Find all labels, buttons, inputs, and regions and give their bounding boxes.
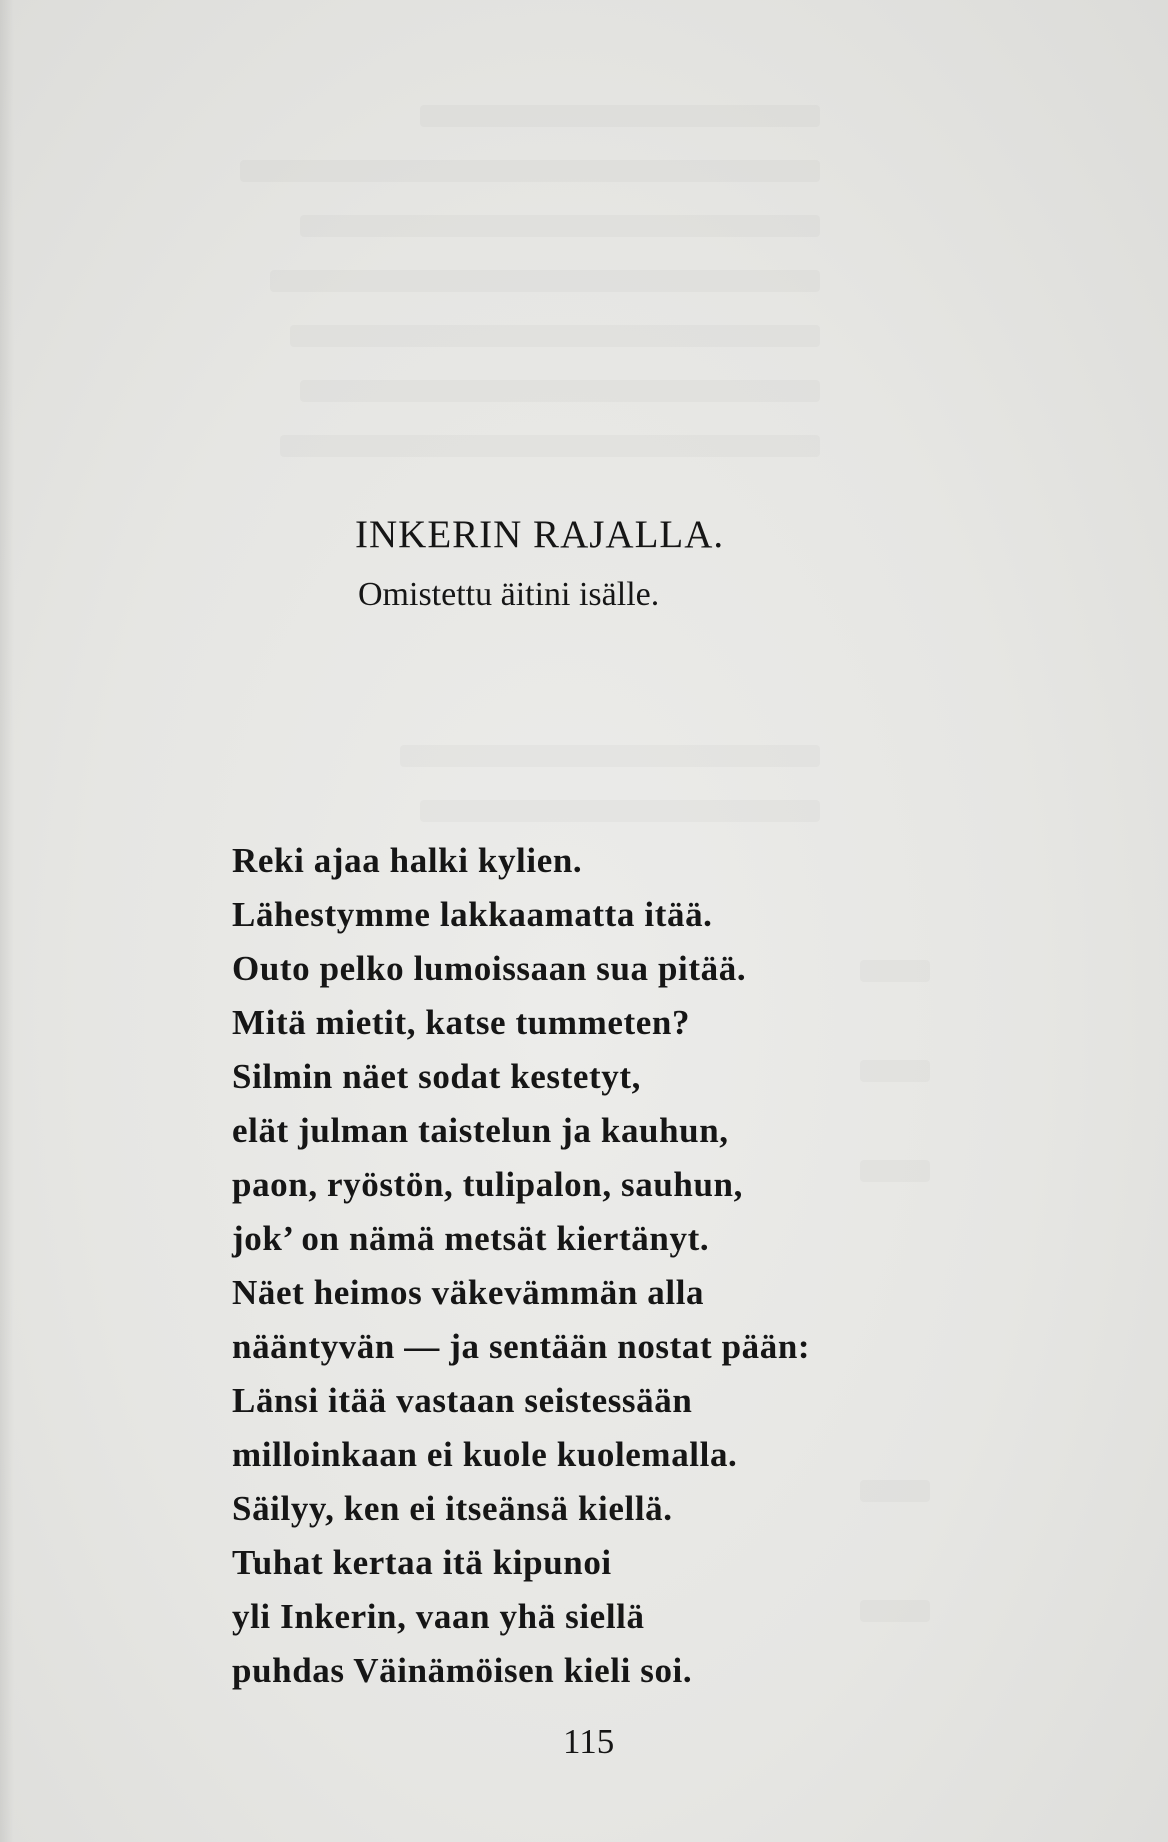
poem-line: Lähestymme lakkaamatta itää. — [232, 895, 713, 934]
poem-line: Säilyy, ken ei itseänsä kiellä. — [232, 1489, 673, 1528]
poem-line: milloinkaan ei kuole kuolemalla. — [232, 1435, 738, 1474]
poem-body — [232, 834, 810, 1698]
poem-line: Näet heimos väkevämmän alla — [232, 1273, 705, 1312]
poem-line: puhdas Väinämöisen kieli soi. — [232, 1651, 693, 1690]
poem-line: Tuhat kertaa itä kipunoi — [232, 1543, 612, 1582]
poem-line: paon, ryöstön, tulipalon, sauhun, — [232, 1165, 743, 1204]
poem-line: Silmin näet sodat kestetyt, — [232, 1057, 641, 1096]
poem-line: Mitä mietit, katse tummeten? — [232, 1003, 691, 1042]
poem-line: jok’ on nämä metsät kiertänyt. — [232, 1219, 710, 1258]
poem-line: nääntyvän — ja sentään nostat pään: — [232, 1327, 811, 1366]
poem-line: elät julman taistelun ja kauhun, — [232, 1111, 729, 1150]
page-number: 115 — [563, 1722, 615, 1761]
poem-dedication: Omistettu äitini isälle. — [358, 576, 660, 613]
poem-line: Länsi itää vastaan seistessään — [232, 1381, 693, 1420]
poem-line: Reki ajaa halki kylien. — [232, 841, 583, 880]
poem-line: yli Inkerin, vaan yhä siellä — [232, 1597, 645, 1636]
poem-title: INKERIN RAJALLA. — [355, 513, 725, 556]
poem-line: Outo pelko lumoissaan sua pitää. — [232, 949, 747, 988]
page-edge-shadow — [0, 0, 14, 1842]
